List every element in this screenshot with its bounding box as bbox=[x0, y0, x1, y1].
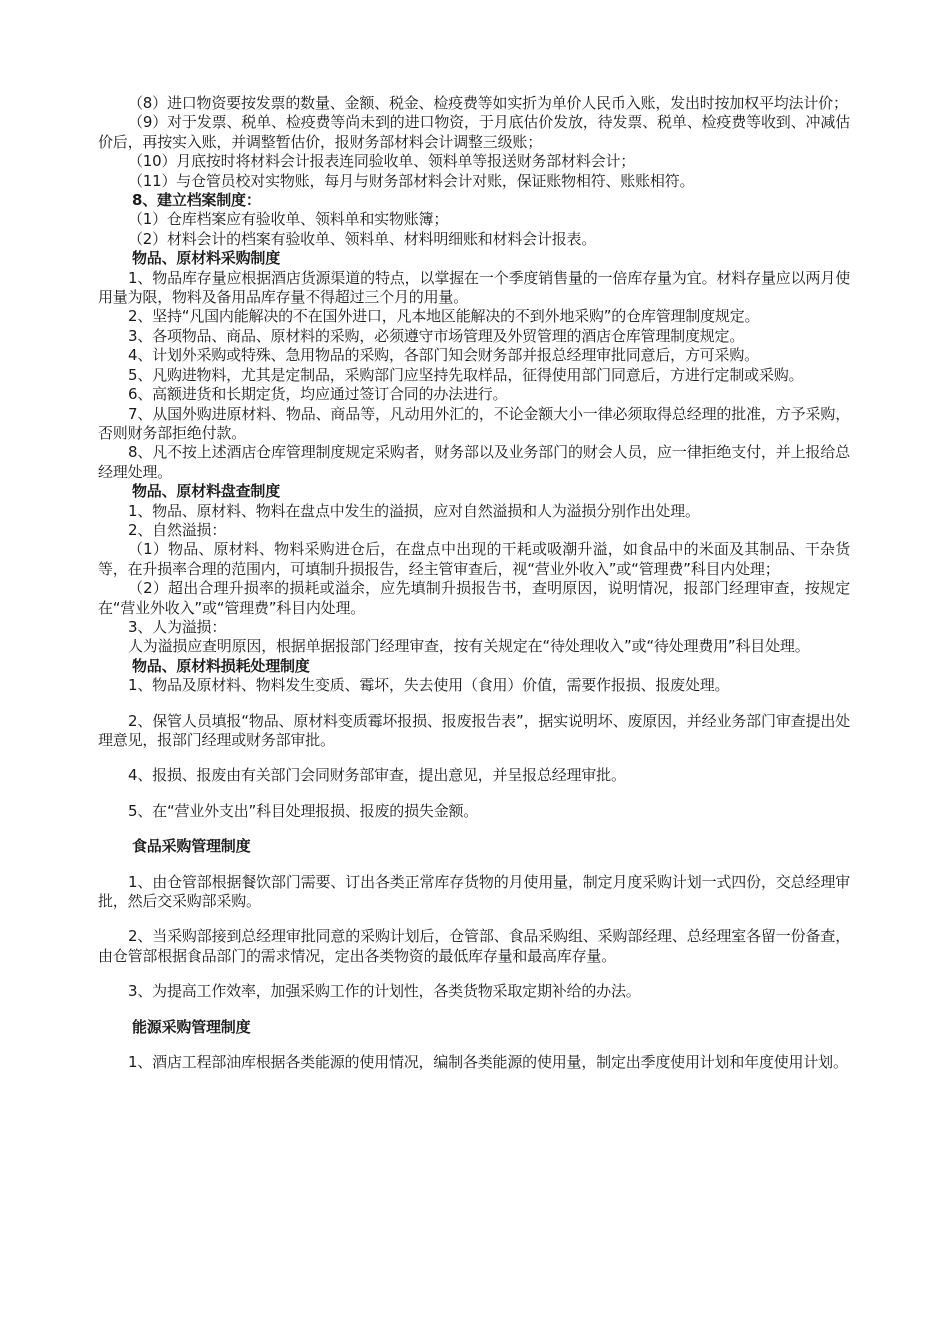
document-page bbox=[98, 94, 850, 1072]
paragraph: 4、报损、报废由有关部门会同财务部审查，提出意见，并呈报总经理审批。 bbox=[128, 766, 626, 785]
paragraph: 1、酒店工程部油库根据各类能源的使用情况，编制各类能源的使用量，制定出季度使用计划和年度使用计划。 bbox=[128, 1053, 848, 1072]
section-heading: 能源采购管理制度 bbox=[132, 1017, 251, 1036]
paragraph: （9）对于发票、税单、检疫费等尚未到的进口物资，于月底估价发放，待发票、税单、检疫费等收到、冲减估价后，再按实入账，并调整暂估价，报财务部材料会计调整三级账； bbox=[98, 113, 850, 151]
paragraph: 人为溢损应查明原因，根据单据报部门经理审查，按有关规定在“待处理收入”或“待处理费用”科目处理。 bbox=[128, 637, 810, 656]
paragraph: 2、当采购部接到总经理审批同意的采购计划后，仓管部、食品采购组、采购部经理、总经理室各留一份备查，由仓管部根据食品部门的需求情况，定出各类物资的最低库存量和最高库存量。 bbox=[98, 927, 850, 965]
paragraph: 5、凡购进物料，尤其是定制品，采购部门应坚持先取样品，征得使用部门同意后，方进行定制或采购。 bbox=[128, 365, 804, 384]
paragraph: （10）月底按时将材料会计报表连同验收单、领料单等报送财务部材料会计； bbox=[128, 152, 636, 171]
paragraph: （2）超出合理升损率的损耗或溢余，应先填制升损报告书，查明原因，说明情况，报部门经理审查，按规定在“营业外收入”或“管理费”科目内处理。 bbox=[98, 579, 850, 617]
paragraph: 7、从国外购进原材料、物品、商品等，凡动用外汇的，不论金额大小一律必须取得总经理的批准，方予采购，否则财务部拒绝付款。 bbox=[98, 404, 850, 442]
paragraph: 3、人为溢损： bbox=[128, 617, 227, 636]
section-heading: 食品采购管理制度 bbox=[132, 837, 251, 856]
paragraph: （1）物品、原材料、物料采购进仓后，在盘点中出现的干耗或吸潮升溢，如食品中的米面及其制品、干杂货等，在升损率合理的范围内，可填制升损报告，经主管审查后，视“营业外收入”或“管理费”科目内处理； bbox=[98, 540, 850, 578]
paragraph: 1、物品及原材料、物料发生变质、霉坏，失去使用（食用）价值，需要作报损、报废处理。 bbox=[128, 676, 730, 695]
paragraph: （8）进口物资要按发票的数量、金额、税金、检疫费等如实折为单价人民币入账，发出时按加权平均法计价； bbox=[128, 94, 848, 112]
paragraph: 6、高额进货和长期定货，均应通过签订合同的办法进行。 bbox=[128, 385, 508, 404]
paragraph: 5、在“营业外支出”科目处理报损、报废的损失金额。 bbox=[128, 801, 479, 820]
paragraph: （1）仓库档案应有验收单、领料单和实物账簿； bbox=[128, 210, 449, 229]
paragraph: 3、为提高工作效率，加强采购工作的计划性，各类货物采取定期补给的办法。 bbox=[128, 982, 641, 1001]
paragraph: 1、由仓管部根据餐饮部门需要、订出各类正常库存货物的月使用量，制定月度采购计划一式四份，交总经理审批，然后交采购部采购。 bbox=[98, 872, 850, 911]
paragraph: 2、坚持“凡国内能解决的不在国外进口，凡本地区能解决的不到外地采购”的仓库管理制度规定。 bbox=[128, 307, 760, 326]
paragraph: （2）材料会计的档案有验收单、领料单、材料明细账和材料会计报表。 bbox=[128, 229, 597, 248]
paragraph: 2、保管人员填报“物品、原材料变质霉坏报损、报废报告表”，据实说明坏、废原因，并经业务部门审查提出处理意见，报部门经理或财务部审批。 bbox=[98, 711, 850, 749]
paragraph: （11）与仓管员校对实物账，每月与财务部材料会计对账，保证账物相符、账账相符。 bbox=[128, 171, 695, 190]
paragraph: 2、自然溢损： bbox=[128, 520, 227, 539]
paragraph: 1、物品、原材料、物料在盘点中发生的溢损，应对自然溢损和人为溢损分别作出处理。 bbox=[128, 501, 700, 520]
section-heading: 物品、原材料损耗处理制度 bbox=[132, 656, 310, 675]
section-heading: 物品、原材料采购制度 bbox=[132, 249, 281, 268]
paragraph: 4、计划外采购或特殊、急用物品的采购，各部门知会财务部并报总经理审批同意后，方可采购。 bbox=[128, 346, 759, 365]
paragraph: 8、凡不按上述酒店仓库管理制度规定采购者，财务部以及业务部门的财会人员，应一律拒绝支付，并上报给总经理处理。 bbox=[98, 443, 850, 481]
section-heading: 物品、原材料盘查制度 bbox=[132, 482, 281, 501]
paragraph: 1、物品库存量应根据酒店货源渠道的特点，以掌握在一个季度销售量的一倍库存量为宜。材料存量应以两月使用量为限，物料及备用品库存量不得超过三个月的用量。 bbox=[98, 268, 850, 307]
section-heading: 8、建立档案制度： bbox=[132, 191, 261, 210]
paragraph: 3、各项物品、商品、原材料的采购，必须遵守市场管理及外贸管理的酒店仓库管理制度规定。 bbox=[128, 326, 745, 345]
